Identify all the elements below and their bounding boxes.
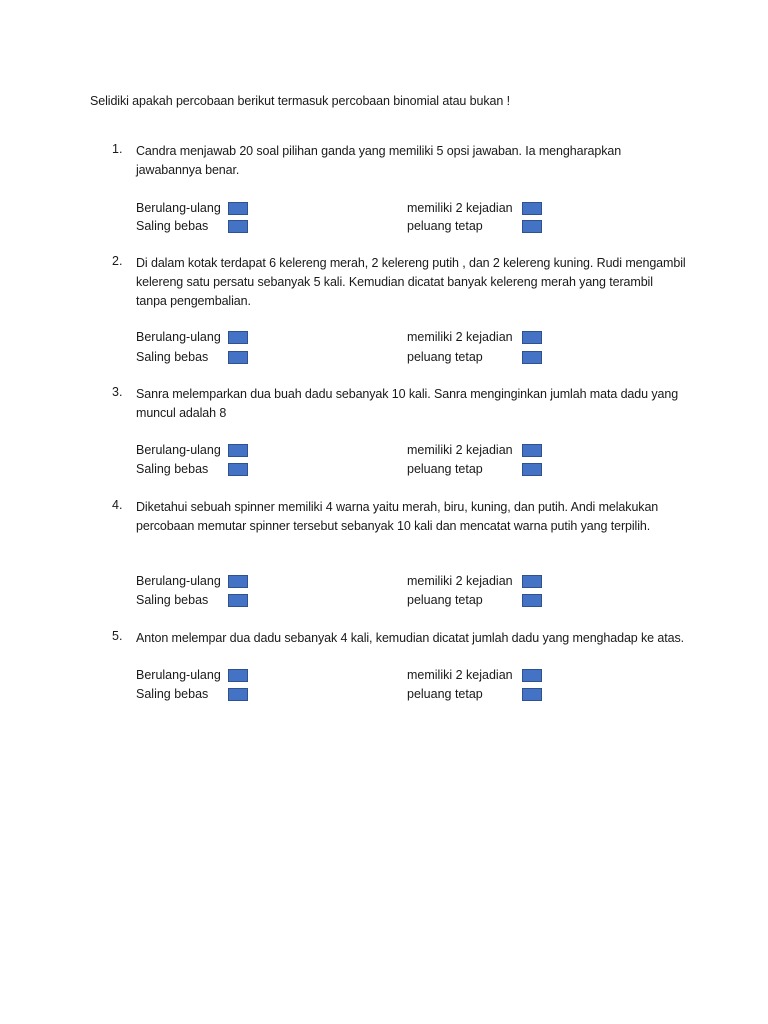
option-row-1 [136, 328, 656, 346]
option-row-1 [136, 666, 656, 684]
option-kejadian-label: memiliki 2 kejadian [407, 201, 513, 215]
question-text: Di dalam kotak terdapat 6 kelereng merah, 2 kelereng putih , dan 2 kelereng kuning. Rudi mengambil kelereng satu persatu sebanyak 5 kali. Kemudian dicatat banyak kelereng merah yang terambil tanpa pengembalian. [136, 256, 686, 308]
question-number: 3. [112, 385, 123, 399]
option-peluang-label: peluang tetap [407, 219, 483, 233]
question-text: Candra menjawab 20 soal pilihan ganda yang memiliki 5 opsi jawaban. Ia mengharapkan jawabannya benar. [136, 144, 622, 177]
option-peluang-label: peluang tetap [407, 593, 483, 607]
option-bebas-label: Saling bebas [136, 687, 209, 701]
question-text: Sanra melemparkan dua buah dadu sebanyak 10 kali. Sanra menginginkan jumlah mata dadu yang muncul adalah 8 [136, 387, 679, 420]
question-number: 5. [112, 629, 123, 643]
question-text: Anton melempar dua dadu sebanyak 4 kali, kemudian dicatat jumlah dadu yang menghadap ke atas. [136, 631, 685, 645]
option-row-1 [136, 572, 656, 590]
option-berulang-label: Berulang-ulang [136, 668, 221, 682]
option-bebas-label: Saling bebas [136, 219, 209, 233]
option-kejadian-label: memiliki 2 kejadian [407, 574, 513, 588]
kejadian-checkbox[interactable] [522, 202, 542, 215]
berulang-checkbox[interactable] [228, 575, 248, 588]
option-berulang-label: Berulang-ulang [136, 443, 221, 457]
bebas-checkbox[interactable] [228, 594, 248, 607]
kejadian-checkbox[interactable] [522, 669, 542, 682]
question-number: 4. [112, 498, 123, 512]
option-row-1 [136, 199, 656, 217]
option-bebas-label: Saling bebas [136, 593, 209, 607]
berulang-checkbox[interactable] [228, 444, 248, 457]
option-peluang-label: peluang tetap [407, 462, 483, 476]
question-number: 2. [112, 254, 123, 268]
option-row-2 [136, 460, 656, 478]
option-row-2 [136, 217, 656, 235]
option-kejadian-label: memiliki 2 kejadian [407, 443, 513, 457]
peluang-checkbox[interactable] [522, 463, 542, 476]
bebas-checkbox[interactable] [228, 220, 248, 233]
question-number: 1. [112, 142, 123, 156]
peluang-checkbox[interactable] [522, 351, 542, 364]
option-berulang-label: Berulang-ulang [136, 201, 221, 215]
berulang-checkbox[interactable] [228, 202, 248, 215]
bebas-checkbox[interactable] [228, 351, 248, 364]
option-row-2 [136, 685, 656, 703]
question-text: Diketahui sebuah spinner memiliki 4 warna yaitu merah, biru, kuning, dan putih. Andi melakukan percobaan memutar spinner tersebut sebanyak 10 kali dan mencatat warna putih yang terpilih. [136, 500, 659, 533]
option-row-2 [136, 591, 656, 609]
option-bebas-label: Saling bebas [136, 350, 209, 364]
option-berulang-label: Berulang-ulang [136, 574, 221, 588]
berulang-checkbox[interactable] [228, 331, 248, 344]
peluang-checkbox[interactable] [522, 688, 542, 701]
bebas-checkbox[interactable] [228, 688, 248, 701]
option-row-2 [136, 348, 656, 366]
kejadian-checkbox[interactable] [522, 575, 542, 588]
option-peluang-label: peluang tetap [407, 687, 483, 701]
peluang-checkbox[interactable] [522, 220, 542, 233]
option-kejadian-label: memiliki 2 kejadian [407, 668, 513, 682]
kejadian-checkbox[interactable] [522, 444, 542, 457]
option-bebas-label: Saling bebas [136, 462, 209, 476]
option-peluang-label: peluang tetap [407, 350, 483, 364]
option-row-1 [136, 441, 656, 459]
kejadian-checkbox[interactable] [522, 331, 542, 344]
option-kejadian-label: memiliki 2 kejadian [407, 330, 513, 344]
bebas-checkbox[interactable] [228, 463, 248, 476]
peluang-checkbox[interactable] [522, 594, 542, 607]
berulang-checkbox[interactable] [228, 669, 248, 682]
worksheet-instruction: Selidiki apakah percobaan berikut termasuk percobaan binomial atau bukan ! [90, 94, 510, 108]
option-berulang-label: Berulang-ulang [136, 330, 221, 344]
